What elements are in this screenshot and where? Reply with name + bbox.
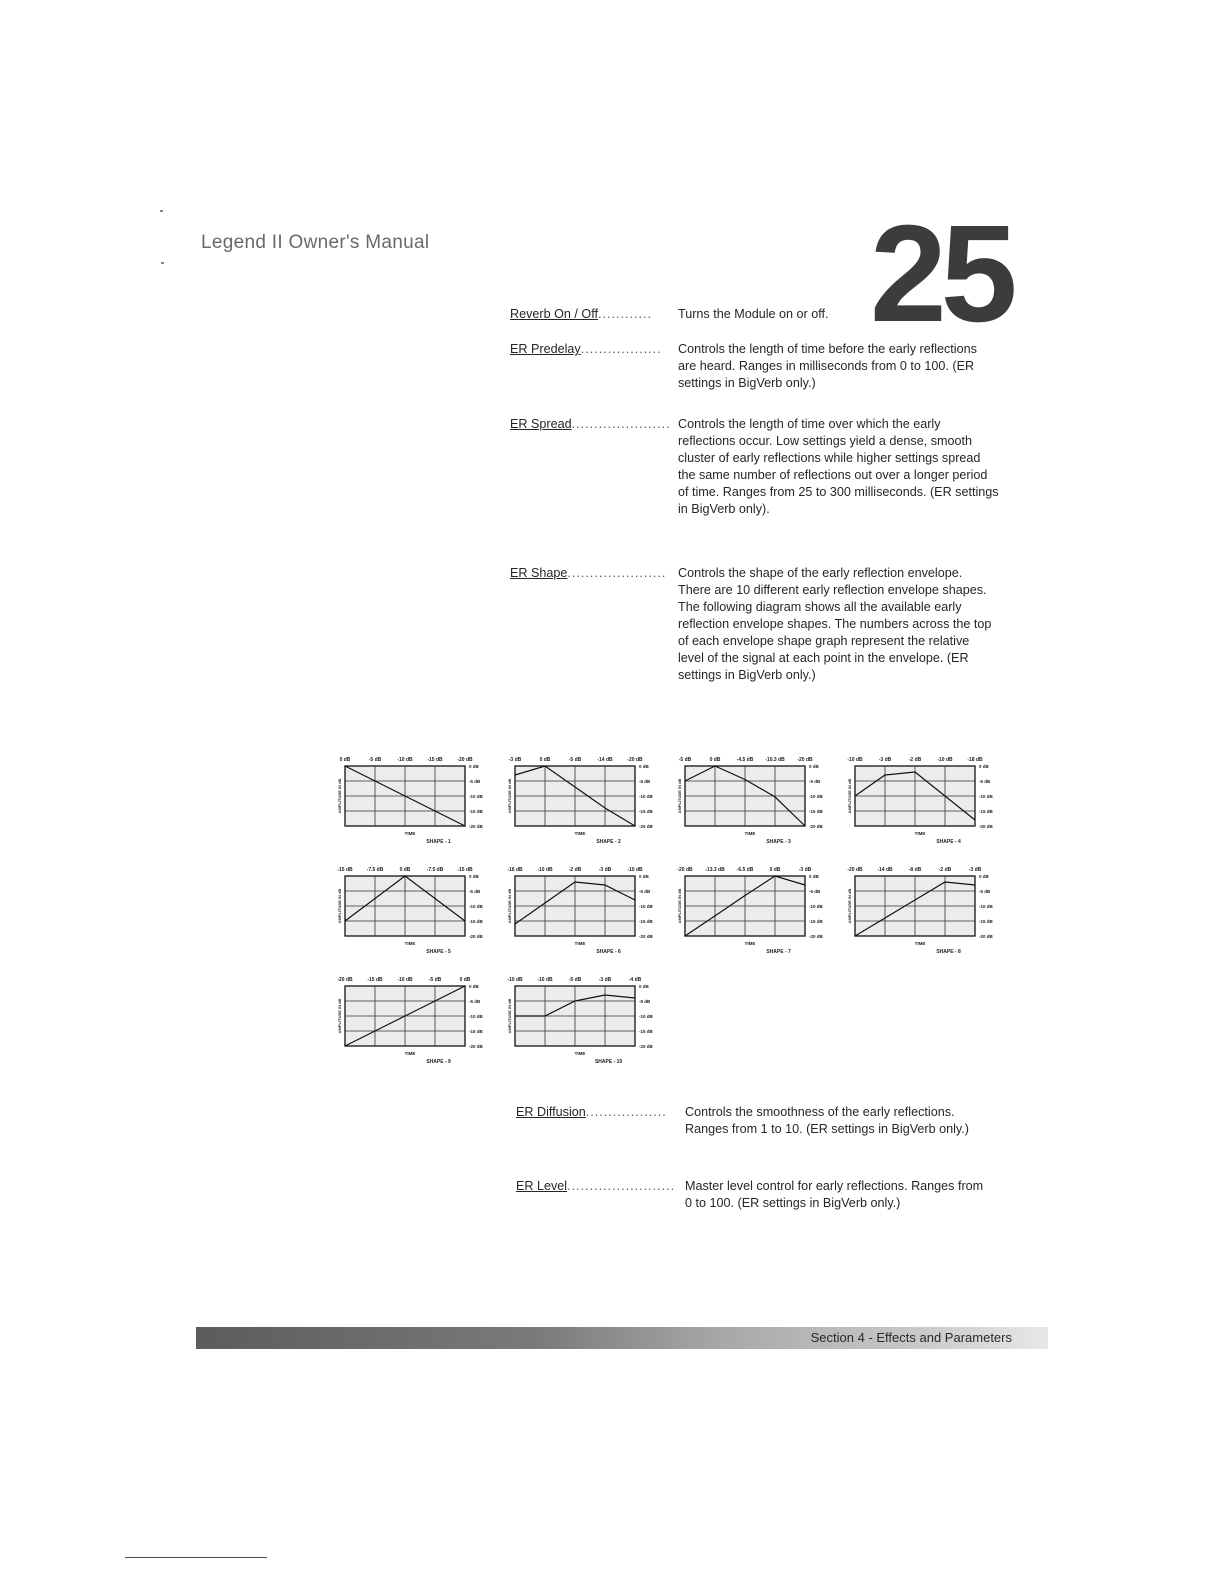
envelope-graph-svg xyxy=(330,968,495,1073)
amplitude-tick-label: -15 dB xyxy=(979,809,993,814)
x-axis-label: TIME xyxy=(574,941,586,946)
envelope-graph-svg xyxy=(500,968,665,1073)
amplitude-tick-label: -10 dB xyxy=(639,904,653,909)
envelope-level-label: -10 dB xyxy=(847,757,863,763)
shape-label: SHAPE - 7 xyxy=(766,949,791,955)
section-footer-bar xyxy=(196,1327,1048,1349)
envelope-level-label: -10 dB xyxy=(507,977,523,983)
envelope-graph xyxy=(670,858,835,963)
envelope-level-label: -5 dB xyxy=(678,757,692,763)
amplitude-tick-label: -20 dB xyxy=(639,1044,653,1049)
amplitude-tick-label: 0 dB xyxy=(639,984,649,989)
manual-title: Legend II Owner's Manual xyxy=(201,232,430,253)
shape-label: SHAPE - 10 xyxy=(594,1059,623,1065)
shape-label: SHAPE - 9 xyxy=(426,1059,451,1065)
amplitude-tick-label: -15 dB xyxy=(809,919,823,924)
amplitude-tick-label: -20 dB xyxy=(469,824,483,829)
amplitude-tick-label: 0 dB xyxy=(979,764,989,769)
amplitude-tick-label: 0 dB xyxy=(639,764,649,769)
amplitude-tick-label: -15 dB xyxy=(639,1029,653,1034)
envelope-level-label: -10 dB xyxy=(397,757,413,763)
x-axis-label: TIME xyxy=(574,831,586,836)
amplitude-tick-label: -10 dB xyxy=(979,904,993,909)
y-axis-label: AMPLITUDE IN dB xyxy=(507,778,512,814)
envelope-level-label: -5 dB xyxy=(568,977,582,983)
amplitude-tick-label: -20 dB xyxy=(809,934,823,939)
envelope-level-label: -14 dB xyxy=(597,757,613,763)
x-axis-label: TIME xyxy=(404,941,416,946)
envelope-level-label: 0 dB xyxy=(769,867,781,873)
envelope-graph xyxy=(500,968,665,1073)
envelope-level-label: -10 dB xyxy=(937,757,953,763)
amplitude-tick-label: 0 dB xyxy=(639,874,649,879)
param-description: Turns the Module on or off. xyxy=(678,307,829,321)
envelope-graph xyxy=(330,748,495,853)
envelope-graph-svg xyxy=(670,748,835,853)
envelope-level-label: -18 dB xyxy=(967,757,983,763)
envelope-graph-svg xyxy=(840,748,1005,853)
envelope-level-label: -4.5 dB xyxy=(736,757,754,763)
envelope-graph-svg xyxy=(500,748,665,853)
envelope-graph-svg xyxy=(330,748,495,853)
amplitude-tick-label: -20 dB xyxy=(469,1044,483,1049)
envelope-level-label: -20 dB xyxy=(797,757,813,763)
amplitude-tick-label: 0 dB xyxy=(469,984,479,989)
y-axis-label: AMPLITUDE IN dB xyxy=(507,888,512,924)
amplitude-tick-label: -15 dB xyxy=(469,809,483,814)
bottom-rule xyxy=(125,1557,267,1558)
envelope-level-label: -10 dB xyxy=(627,867,643,873)
amplitude-tick-label: -15 dB xyxy=(639,919,653,924)
amplitude-tick-label: -10 dB xyxy=(469,1014,483,1019)
envelope-level-label: 0 dB xyxy=(539,757,551,763)
y-axis-label: AMPLITUDE IN dB xyxy=(507,998,512,1034)
amplitude-tick-label: -15 dB xyxy=(469,1029,483,1034)
envelope-graph-svg xyxy=(500,858,665,963)
amplitude-tick-label: -10 dB xyxy=(469,794,483,799)
amplitude-tick-label: -5 dB xyxy=(809,779,821,784)
amplitude-tick-label: -5 dB xyxy=(809,889,821,894)
envelope-level-label: -20 dB xyxy=(627,757,643,763)
y-axis-label: AMPLITUDE IN dB xyxy=(677,778,682,814)
scan-speck xyxy=(160,210,163,212)
envelope-level-label: 0 dB xyxy=(399,867,411,873)
envelope-graph xyxy=(500,858,665,963)
param-name: Reverb On / Off............ xyxy=(510,307,652,321)
envelope-level-label: 0 dB xyxy=(339,757,351,763)
envelope-level-label: -14 dB xyxy=(877,867,893,873)
envelope-level-label: -2 dB xyxy=(568,867,582,873)
amplitude-tick-label: -20 dB xyxy=(809,824,823,829)
envelope-graph xyxy=(670,748,835,853)
param-name: ER Shape...................... xyxy=(510,566,667,580)
amplitude-tick-label: -5 dB xyxy=(979,779,991,784)
amplitude-tick-label: -20 dB xyxy=(639,934,653,939)
x-axis-label: TIME xyxy=(914,941,926,946)
y-axis-label: AMPLITUDE IN dB xyxy=(677,888,682,924)
amplitude-tick-label: -20 dB xyxy=(979,824,993,829)
amplitude-tick-label: -20 dB xyxy=(979,934,993,939)
amplitude-tick-label: 0 dB xyxy=(469,874,479,879)
param-description: Controls the length of time before the early reflections are heard. Ranges in milliseconds from 0 to 100. (ER settings in BigVerb only.) xyxy=(678,342,977,390)
envelope-level-label: -20 dB xyxy=(337,977,353,983)
envelope-level-label: -6.5 dB xyxy=(736,867,754,873)
envelope-graph-svg xyxy=(840,858,1005,963)
x-axis-label: TIME xyxy=(914,831,926,836)
envelope-graph-svg xyxy=(670,858,835,963)
section-footer-text: Section 4 - Effects and Parameters xyxy=(810,1330,1012,1345)
param-description: Controls the shape of the early reflection envelope. There are 10 different early reflection envelope shapes. The following diagram shows all the available early reflection envelope shapes. The numbers across the top of each envelope shape graph represent the relative level of the signal at each point in the envelope. (ER settings in BigVerb only.) xyxy=(678,566,992,682)
envelope-level-label: -5 dB xyxy=(428,977,442,983)
envelope-level-label: -13.3 dB xyxy=(705,867,725,873)
envelope-level-label: 0 dB xyxy=(709,757,721,763)
envelope-level-label: -5 dB xyxy=(368,757,382,763)
amplitude-tick-label: -10 dB xyxy=(639,794,653,799)
envelope-level-label: -3 dB xyxy=(598,977,612,983)
amplitude-tick-label: -5 dB xyxy=(469,999,481,1004)
amplitude-tick-label: -5 dB xyxy=(469,779,481,784)
envelope-level-label: -10.3 dB xyxy=(765,757,785,763)
amplitude-tick-label: 0 dB xyxy=(809,874,819,879)
envelope-level-label: -4 dB xyxy=(628,977,642,983)
envelope-level-label: -7.5 dB xyxy=(366,867,384,873)
envelope-graph xyxy=(330,968,495,1073)
amplitude-tick-label: -5 dB xyxy=(469,889,481,894)
shape-label: SHAPE - 1 xyxy=(426,839,451,845)
envelope-graph-svg xyxy=(330,858,495,963)
envelope-graph xyxy=(500,748,665,853)
x-axis-label: TIME xyxy=(404,831,416,836)
envelope-level-label: -10 dB xyxy=(537,977,553,983)
page-number: 25 xyxy=(870,197,1012,351)
envelope-level-label: -3 dB xyxy=(798,867,812,873)
y-axis-label: AMPLITUDE IN dB xyxy=(847,778,852,814)
y-axis-label: AMPLITUDE IN dB xyxy=(337,888,342,924)
amplitude-tick-label: -15 dB xyxy=(639,809,653,814)
x-axis-label: TIME xyxy=(744,941,756,946)
x-axis-label: TIME xyxy=(744,831,756,836)
amplitude-tick-label: -15 dB xyxy=(979,919,993,924)
y-axis-label: AMPLITUDE IN dB xyxy=(337,998,342,1034)
envelope-level-label: -10 dB xyxy=(397,977,413,983)
amplitude-tick-label: -5 dB xyxy=(639,779,651,784)
amplitude-tick-label: -5 dB xyxy=(979,889,991,894)
envelope-level-label: -3 dB xyxy=(508,757,522,763)
amplitude-tick-label: -5 dB xyxy=(639,999,651,1004)
amplitude-tick-label: -15 dB xyxy=(469,919,483,924)
amplitude-tick-label: -20 dB xyxy=(469,934,483,939)
envelope-level-label: -3 dB xyxy=(598,867,612,873)
envelope-level-label: -15 dB xyxy=(367,977,383,983)
param-name: ER Diffusion.................. xyxy=(516,1105,667,1119)
envelope-level-label: -16 dB xyxy=(507,867,523,873)
param-name: ER Spread...................... xyxy=(510,417,671,431)
amplitude-tick-label: -10 dB xyxy=(809,904,823,909)
envelope-level-label: -7.5 dB xyxy=(426,867,444,873)
envelope-level-label: -15 dB xyxy=(457,867,473,873)
amplitude-tick-label: 0 dB xyxy=(809,764,819,769)
envelope-graph xyxy=(330,858,495,963)
amplitude-tick-label: -10 dB xyxy=(639,1014,653,1019)
envelope-level-label: -3 dB xyxy=(878,757,892,763)
param-description: Controls the length of time over which the early reflections occur. Low settings yield a dense, smooth cluster of early reflections while higher settings spread the same number of reflections out over a longer period of time. Ranges from 25 to 300 milliseconds. (ER settings in BigVerb only). xyxy=(678,417,999,516)
amplitude-tick-label: -20 dB xyxy=(639,824,653,829)
envelope-level-label: -20 dB xyxy=(847,867,863,873)
envelope-level-label: -20 dB xyxy=(457,757,473,763)
envelope-level-label: -3 dB xyxy=(968,867,982,873)
shape-label: SHAPE - 2 xyxy=(596,839,621,845)
envelope-level-label: -2 dB xyxy=(938,867,952,873)
param-description: Master level control for early reflections. Ranges from 0 to 100. (ER settings in BigVerb only.) xyxy=(685,1179,984,1210)
shape-label: SHAPE - 6 xyxy=(596,949,621,955)
envelope-level-label: -15 dB xyxy=(427,757,443,763)
amplitude-tick-label: -10 dB xyxy=(979,794,993,799)
envelope-shapes-diagram xyxy=(330,748,1010,1078)
envelope-level-label: -2 dB xyxy=(908,757,922,763)
amplitude-tick-label: 0 dB xyxy=(469,764,479,769)
amplitude-tick-label: -5 dB xyxy=(639,889,651,894)
scan-speck xyxy=(161,262,164,264)
envelope-level-label: -15 dB xyxy=(337,867,353,873)
amplitude-tick-label: 0 dB xyxy=(979,874,989,879)
amplitude-tick-label: -10 dB xyxy=(809,794,823,799)
amplitude-tick-label: -10 dB xyxy=(469,904,483,909)
y-axis-label: AMPLITUDE IN dB xyxy=(847,888,852,924)
shape-label: SHAPE - 8 xyxy=(936,949,961,955)
param-name: ER Level........................ xyxy=(516,1179,676,1193)
envelope-level-label: 0 dB xyxy=(459,977,471,983)
param-name: ER Predelay.................. xyxy=(510,342,662,356)
envelope-level-label: -10 dB xyxy=(537,867,553,873)
envelope-graph xyxy=(840,858,1005,963)
y-axis-label: AMPLITUDE IN dB xyxy=(337,778,342,814)
x-axis-label: TIME xyxy=(404,1051,416,1056)
amplitude-tick-label: -15 dB xyxy=(809,809,823,814)
envelope-level-label: -20 dB xyxy=(677,867,693,873)
shape-label: SHAPE - 4 xyxy=(936,839,961,845)
param-description: Controls the smoothness of the early reflections. Ranges from 1 to 10. (ER settings in BigVerb only.) xyxy=(685,1105,969,1136)
envelope-level-label: -8 dB xyxy=(908,867,922,873)
envelope-graph xyxy=(840,748,1005,853)
x-axis-label: TIME xyxy=(574,1051,586,1056)
envelope-level-label: -5 dB xyxy=(568,757,582,763)
shape-label: SHAPE - 3 xyxy=(766,839,791,845)
shape-label: SHAPE - 5 xyxy=(426,949,451,955)
